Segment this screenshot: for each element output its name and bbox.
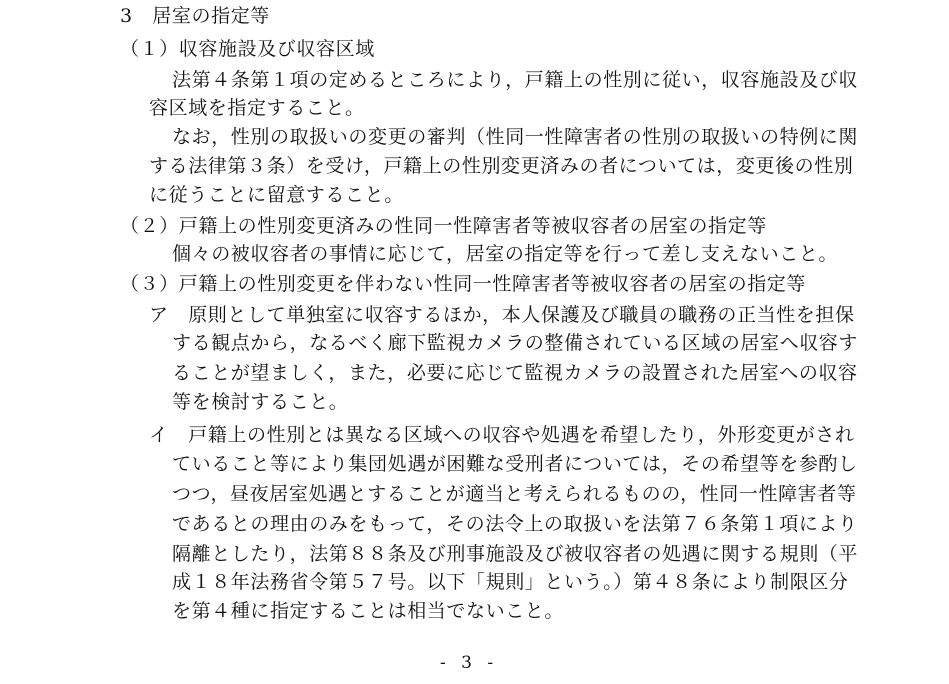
item-i-line: つつ，昼夜居室処遇とすることが適当と考えられるものの，性同一性障害者等	[172, 483, 857, 505]
item-i-line: イ 戸籍上の性別とは異なる区域への収容や処遇を希望したり，外形変更がされ	[149, 424, 855, 446]
subsection-1-line: なお，性別の取扱いの変更の審判（性同一性障害者の性別の取扱いの特例に関	[172, 126, 859, 148]
item-i-line: であるとの理由のみをもって，その法令上の取扱いを法第７６条第１項により	[172, 513, 858, 535]
subsection-2-line: 個々の被収容者の事情に応じて，居室の指定等を行って差し支えないこと。	[172, 243, 839, 265]
subsection-1-line: 法第４条第１項の定めるところにより，戸籍上の性別に従い，収容施設及び収	[172, 69, 859, 91]
item-a-line: する観点から，なるべく廊下監視カメラの整備されている区域の居室へ収容す	[172, 332, 859, 354]
item-a-line: ることが望ましく，また，必要に応じて監視カメラの設置された居室への収容	[172, 362, 858, 384]
item-i-line: ていること等により集団処遇が困難な受刑者については，その希望等を参酌し	[172, 453, 858, 475]
subsection-1-title: （１）収容施設及び収容区域	[120, 38, 375, 60]
section-heading: 3 居室の指定等	[120, 5, 270, 27]
item-a-line: ア 原則として単独室に収容するほか，本人保護及び職員の職務の正当性を担保	[149, 304, 855, 326]
item-i-line: 成１８年法務省令第５７号。以下「規則」という。）第４８条により制限区分	[172, 571, 849, 593]
subsection-3-title: （３）戸籍上の性別変更を伴わない性同一性障害者等被収容者の居室の指定等	[120, 273, 807, 295]
page-number: - 3 -	[440, 653, 499, 673]
item-i-line: 隔離としたり，法第８８条及び刑事施設及び被収容者の処遇に関する規則（平	[172, 543, 859, 565]
subsection-1-line: 容区域を指定すること。	[149, 97, 365, 119]
subsection-2-title: （２）戸籍上の性別変更済みの性同一性障害者等被収容者の居室の指定等	[120, 215, 767, 237]
subsection-1-line: する法律第３条）を受け，戸籍上の性別変更済みの者については，変更後の性別	[149, 155, 854, 177]
item-i-line: を第４種に指定することは相当でないこと。	[172, 600, 565, 622]
item-a-line: 等を検討すること。	[172, 391, 349, 413]
subsection-1-line: に従うことに留意すること。	[149, 184, 404, 206]
